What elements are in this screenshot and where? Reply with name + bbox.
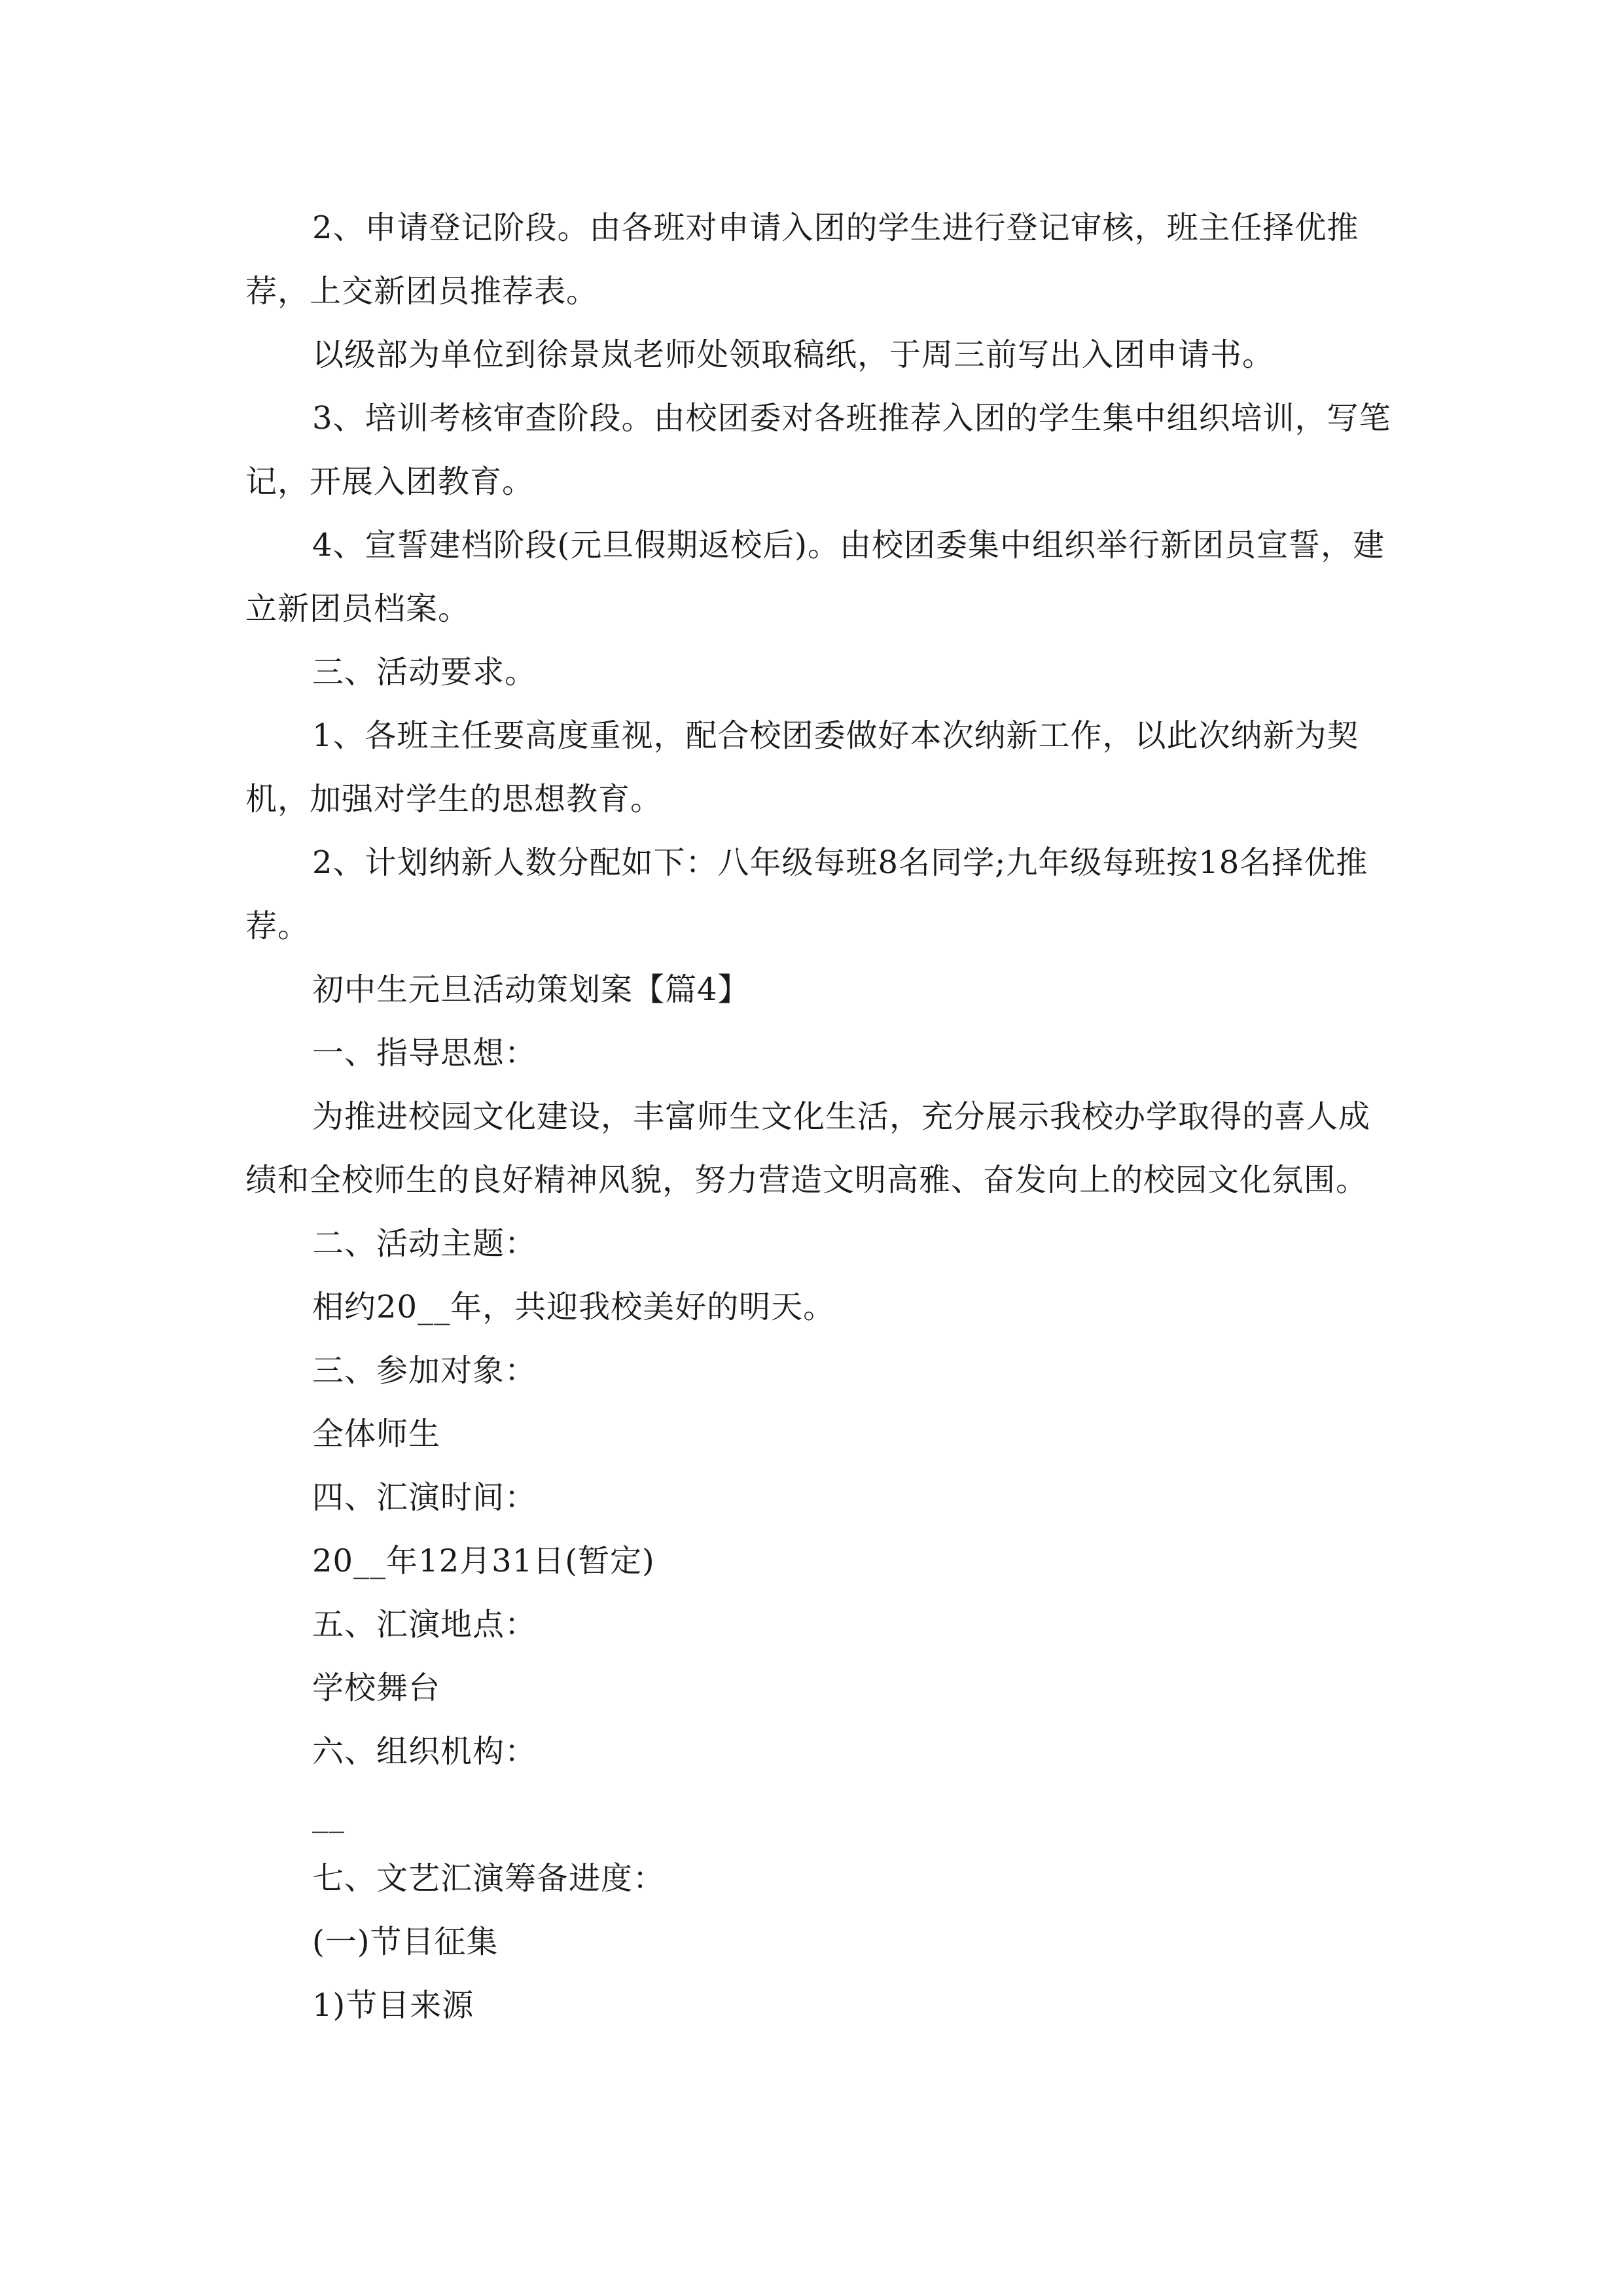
section-heading-preparation: 七、文艺汇演筹备进度：	[312, 1860, 666, 1897]
paragraph-requirement-2: 2、计划纳新人数分配如下：八年级每班8名同学;九年级每班按18名择优推荐。	[245, 844, 1368, 944]
paragraph-stage-3: 3、培训考核审查阶段。由校团委对各班推荐入团的学生集中组织培训，写笔记，开展入团教育。	[245, 400, 1391, 500]
paragraph-guiding-thought: 为推进校园文化建设，丰富师生文化生活，充分展示我校办学取得的喜人成绩和全校师生的良好精神风貌，努力营造文明高雅、奋发向上的校园文化氛围。	[245, 1098, 1371, 1198]
subheading-program-collection: (一)节目征集	[312, 1924, 499, 1960]
subheading-program-source: 1)节目来源	[312, 1987, 474, 2024]
section-heading-requirements: 三、活动要求。	[312, 654, 537, 691]
paragraph-stage-4: 4、宣誓建档阶段(元旦假期返校后)。由校团委集中组织举行新团员宣誓，建立新团员档案。	[245, 527, 1385, 627]
paragraph-stage-2: 2、申请登记阶段。由各班对申请入团的学生进行登记审核，班主任择优推荐，上交新团员推荐表。	[245, 209, 1359, 310]
section-heading-time: 四、汇演时间：	[312, 1479, 537, 1516]
paragraph-participants: 全体师生	[312, 1416, 441, 1452]
paragraph-location: 学校舞台	[312, 1670, 441, 1706]
paragraph-time: 20__年12月31日(暂定)	[312, 1543, 655, 1579]
section-heading-participants: 三、参加对象：	[312, 1352, 537, 1389]
section-heading-organization: 六、组织机构：	[312, 1733, 537, 1770]
paragraph-application-form: 以级部为单位到徐景岚老师处领取稿纸，于周三前写出入团申请书。	[312, 336, 1275, 373]
section-heading-theme: 二、活动主题：	[312, 1225, 537, 1262]
document-section-title: 初中生元旦活动策划案【篇4】	[312, 971, 750, 1008]
document-body	[245, 196, 1397, 2037]
section-heading-guiding-thought: 一、指导思想：	[312, 1035, 537, 1071]
paragraph-requirement-1: 1、各班主任要高度重视，配合校团委做好本次纳新工作，以此次纳新为契机，加强对学生的思想教育。	[245, 717, 1359, 817]
paragraph-theme: 相约20__年，共迎我校美好的明天。	[312, 1289, 836, 1325]
paragraph-organization-blank: __	[312, 1797, 345, 1833]
section-heading-location: 五、汇演地点：	[312, 1606, 537, 1643]
